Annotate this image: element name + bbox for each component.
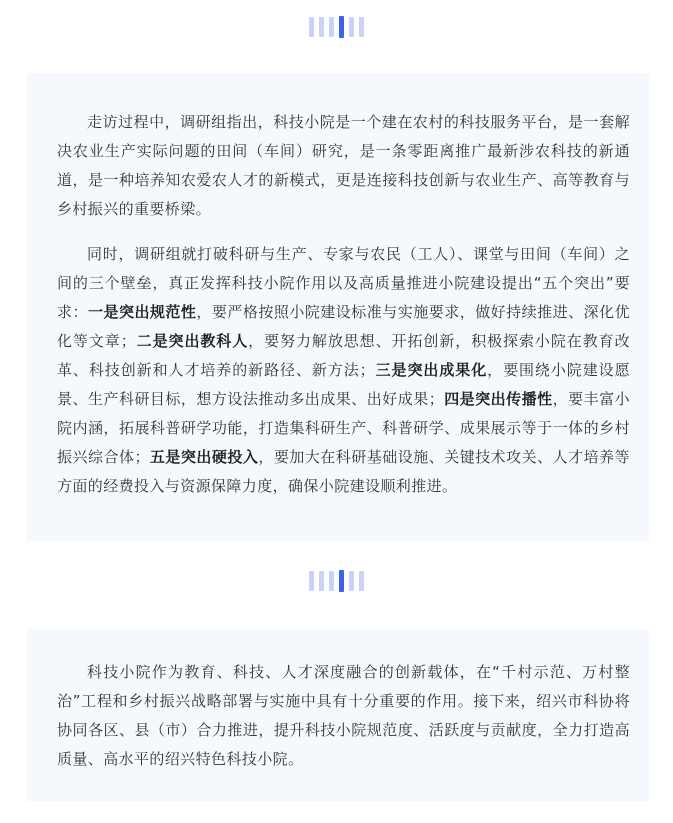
divider-bar	[359, 571, 364, 591]
highlight-education: 二是突出教科人	[136, 332, 249, 350]
text-segment: ，要加大在科研基础设施、关键技术攻关、人才培养等方面的经费投入与资源保障力度，确保小院建设顺利推进。	[57, 448, 630, 495]
paragraph-requirements	[57, 240, 630, 501]
highlight-standardization: 一是突出规范性	[87, 303, 197, 321]
highlight-dissemination: 四是突出传播性	[444, 390, 553, 408]
paragraph-findings: 走访过程中，调研组指出，科技小院是一个建在农村的科技服务平台，是一套解决农业生产实际问题的田间（车间）研究，是一条零距离推广最新涉农科技的新通道，是一种培养知农爱农人才的新模式，更是连接科技创新与农业生产、高等教育与乡村振兴的重要桥梁。	[57, 113, 630, 218]
divider-bar	[309, 17, 314, 37]
divider-bar	[319, 17, 324, 37]
content-card-2	[27, 629, 649, 801]
highlight-investment: 五是突出硬投入	[149, 448, 259, 466]
divider-bar	[349, 17, 354, 37]
divider-bar	[349, 571, 354, 591]
section-divider-top	[0, 16, 673, 38]
text-segment: ，要围绕小院建设愿景、生产科研目标，想方设法推动多出成果、出好成果；	[57, 361, 630, 408]
section-divider-middle	[0, 570, 673, 592]
content-card-1	[27, 73, 649, 541]
text-segment: ，要严格按照小院建设标准与实施要求，做好持续推进、深化优化等文章；	[57, 303, 630, 350]
divider-bar-active	[339, 16, 344, 38]
highlight-results: 三是突出成果化	[375, 361, 488, 379]
divider-bar-active	[339, 570, 344, 592]
paragraph-next-steps: 科技小院作为教育、科技、人才深度融合的创新载体，在“千村示范、万村整治”工程和乡村振兴战略部署与实施中具有十分重要的作用。接下来，绍兴市科协将协同各区、县（市）合力推进，提升科技小院规范度、活跃度与贡献度，全力打造高质量、高水平的绍兴特色科技小院。	[57, 663, 630, 768]
text-segment: ，要丰富小院内涵，拓展科普研学功能，打造集科研生产、科普研学、成果展示等于一体的乡村振兴综合体；	[57, 390, 630, 466]
divider-bar	[309, 571, 314, 591]
divider-bar	[329, 571, 334, 591]
divider-bar	[329, 17, 334, 37]
divider-bar	[319, 571, 324, 591]
text-segment: ，要努力解放思想、开拓创新，积极探索小院在教育改革、科技创新和人才培养的新路径、新方法；	[57, 332, 630, 379]
divider-bar	[359, 17, 364, 37]
text-segment: 同时，调研组就打破科研与生产、专家与农民（工人）、课堂与田间（车间）之间的三个壁垒，真正发挥科技小院作用以及高质量推进小院建设提出“五个突出”要求：	[57, 245, 630, 321]
